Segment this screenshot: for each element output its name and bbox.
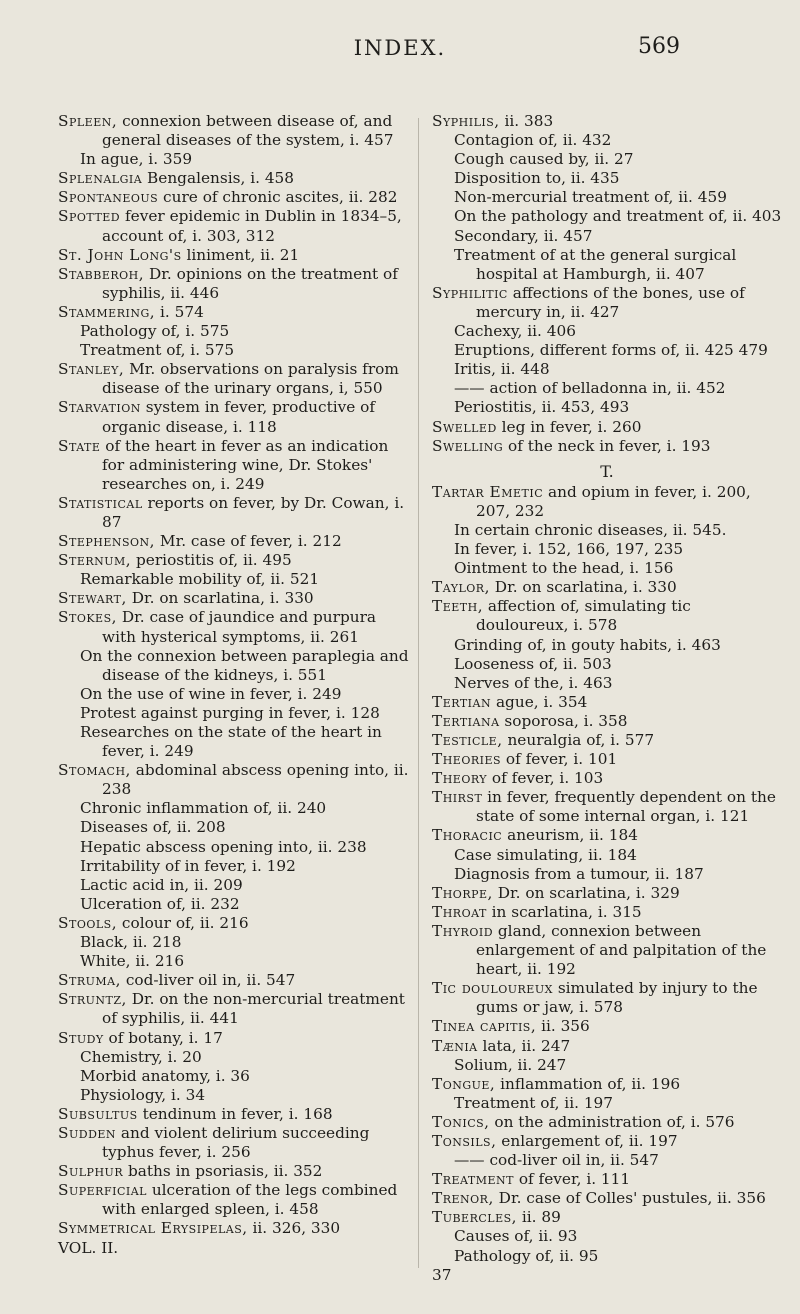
index-text: Diseases of, ii. 208 [80,818,226,837]
index-term: Tonsils, [432,1131,497,1150]
index-text: ague, i. 354 [491,692,588,711]
index-text: Dr. on the non-mercurial treatment of syphilis, ii. 441 [102,990,405,1028]
index-text: cod-liver oil in, ii. 547 [120,971,296,990]
index-subentry [58,1067,410,1086]
index-text: Diagnosis from a tumour, ii. 187 [454,864,704,883]
index-entry [432,1017,782,1036]
index-term: Tubercles, [432,1208,518,1227]
index-term: Stabberoh, [58,264,145,283]
index-text: colour of, ii. 216 [117,913,249,932]
index-subentry [432,674,782,693]
index-subentry [432,846,782,865]
index-subentry [58,1048,410,1067]
index-entry [432,284,782,322]
index-entry [58,914,410,933]
index-text: White, ii. 216 [80,952,185,971]
index-entry [58,532,410,551]
index-text: —— cod-liver oil in, ii. 547 [454,1151,659,1170]
index-term: Swelled [432,417,497,436]
index-term: Sulphur [58,1162,124,1181]
index-entry [432,112,782,131]
index-term: Starvation [58,398,141,417]
index-subentry [58,1086,410,1105]
index-entry [58,112,410,150]
index-text: of the heart in fever as an indication for administering wine, Dr. Stokes' researches on, i. 249 [100,436,389,493]
index-entry [58,551,410,570]
index-entry [58,207,410,245]
index-term: Spleen, [58,112,118,130]
index-text: and opium in fever, i. 200, 207, 232 [476,482,751,520]
index-text: Secondary, ii. 457 [454,226,593,245]
index-subentry [58,838,410,857]
index-entry [432,731,782,750]
index-text: Dr. case of Colles' pustules, ii. 356 [493,1189,766,1208]
index-text: gland, connexion between enlargement of and palpitation of the heart, ii. 192 [476,921,767,979]
index-entry [432,1189,782,1208]
index-term: Tertiana [432,711,500,730]
index-subentry [432,379,782,398]
index-text: lata, ii. 247 [477,1036,571,1055]
index-subentry [432,1151,782,1170]
index-term: Struntz, [58,990,127,1009]
index-term: Syphilis, [432,112,500,130]
index-text: Dr. on scarlatina, i. 330 [489,578,677,597]
index-entry [432,597,782,635]
index-term: Throat [432,902,487,921]
index-text: Solium, ii. 247 [454,1055,567,1074]
index-term: Taylor, [432,578,490,597]
index-term: Struma, [58,971,121,990]
index-term: Stokes, [58,608,117,627]
index-entry [432,903,782,922]
index-term: Tænia [432,1036,478,1055]
index-subentry [58,876,410,895]
index-text: Disposition to, ii. 435 [454,169,620,188]
index-entry [432,437,782,456]
index-text: Grinding of, in gouty habits, i. 463 [454,635,721,654]
index-text: baths in psoriasis, ii. 352 [123,1162,323,1181]
index-text: in fever, frequently dependent on the state of some internal organ, i. 121 [476,788,776,826]
index-text: cure of chronic ascites, ii. 282 [158,188,398,207]
index-text: affection of, simulating tic douloureux, i. 578 [476,597,691,635]
index-entry [58,1105,410,1124]
column-divider [418,118,419,1268]
index-term: Tinea capitis, [432,1017,537,1036]
index-entry [432,712,782,731]
index-term: Stools, [58,913,118,932]
index-term: Treatment [432,1170,514,1189]
index-entry [432,1208,782,1227]
index-subentry [432,655,782,674]
index-text: Mr. case of fever, i. 212 [155,532,342,551]
index-subentry [58,150,410,169]
footer-signature: VOL. II. [58,1238,119,1257]
index-text: Treatment of, i. 575 [80,341,235,360]
index-term: Swelling [432,436,504,455]
index-text: On the pathology and treatment of, ii. 403 [454,207,782,226]
index-term: Spotted [58,207,121,226]
index-entry [58,360,410,398]
index-entry [58,1124,410,1162]
page-number: 569 [638,34,680,59]
index-text: Treatment of, ii. 197 [454,1093,614,1112]
index-text: affections of the bones, use of mercury in, ii. 427 [476,283,745,321]
index-term: Statistical [58,493,143,512]
index-text: —— action of belladonna in, ii. 452 [454,379,726,398]
index-text: On the use of wine in fever, i. 249 [80,684,342,703]
index-text: fever epidemic in Dublin in 1834–5, account of, i. 303, 312 [102,207,402,245]
index-text: Irritability of in fever, i. 192 [80,856,296,875]
index-text: soporosa, i. 358 [499,711,628,730]
index-term: Thorpe, [432,883,493,902]
index-text: Non-mercurial treatment of, ii. 459 [454,188,727,207]
index-text: Researches on the state of the heart in fever, i. 249 [80,723,382,761]
index-entry [58,589,410,608]
index-subentry [432,1056,782,1075]
index-term: Tonics, [432,1112,490,1131]
index-text: of fever, i. 101 [501,750,618,769]
index-text: Cachexy, ii. 406 [454,322,576,341]
index-entry [58,990,410,1028]
index-text: Bengalensis, i. 458 [142,169,295,188]
index-entry [432,1037,782,1056]
index-subentry [432,521,782,540]
index-term: Stephenson, [58,532,156,551]
index-text: Chemistry, i. 20 [80,1047,202,1066]
index-subentry [432,341,782,360]
index-term: Tertian [432,692,492,711]
index-text: of fever, i. 103 [487,769,604,788]
index-text: On the connexion between paraplegia and disease of the kidneys, i. 551 [80,646,409,684]
index-text: Remarkable mobility of, ii. 521 [80,570,320,589]
index-subentry [432,169,782,188]
index-text: Nerves of the, i. 463 [454,673,613,692]
index-text: Dr. case of jaundice and purpura with hysterical symptoms, ii. 261 [102,608,377,646]
index-text: abdominal abscess opening into, ii. 238 [102,761,409,799]
left-column [58,112,410,1258]
index-subentry [58,723,410,761]
index-entry [58,169,410,188]
index-subentry [58,933,410,952]
index-entry [58,1162,410,1181]
index-term: Stammering, [58,302,156,321]
index-subentry [432,865,782,884]
index-subentry [432,1094,782,1113]
index-subentry [432,540,782,559]
index-term: Stanley, [58,360,125,379]
index-subentry [58,322,410,341]
index-text: Treatment of at the general surgical hospital at Hamburgh, ii. 407 [454,245,737,283]
index-subentry [432,150,782,169]
index-term: Thyroid [432,921,494,940]
index-text: neuralgia of, i. 577 [502,731,655,749]
index-term: Spontaneous [58,188,159,207]
index-entry [58,494,410,532]
index-text: ii. 326, 330 [247,1219,341,1238]
index-text: Dr. on scarlatina, i. 330 [126,589,314,608]
index-entry [58,1219,410,1238]
index-text: connexion between disease of, and general diseases of the system, i. 457 [102,112,394,150]
index-term: Subsultus [58,1104,138,1123]
index-text: simulated by injury to the gums or jaw, i. 578 [476,979,758,1017]
index-entry [58,761,410,799]
index-text: Mr. observations on paralysis from disease of the urinary organs, i, 550 [102,360,399,398]
index-text: Hepatic abscess opening into, ii. 238 [80,837,367,856]
index-entry [432,1075,782,1094]
index-text: reports on fever, by Dr. Cowan, i. 87 [102,493,405,531]
index-term: Study [58,1028,104,1047]
index-term: Sudden [58,1123,117,1142]
index-term: Stomach, [58,761,131,780]
index-text: aneurism, ii. 184 [502,826,638,845]
index-text: Cough caused by, ii. 27 [454,150,634,169]
index-text: of botany, i. 17 [103,1028,223,1047]
index-term: Tongue, [432,1074,496,1093]
index-text: ii. 383 [499,112,554,130]
index-term: Theory [432,769,488,788]
index-text: Dr. opinions on the treatment of syphilis, ii. 446 [102,264,398,302]
index-entry [432,884,782,903]
index-text: Pathology of, i. 575 [80,322,230,341]
index-text: Dr. on scarlatina, i. 329 [492,883,680,902]
index-text: ii. 356 [536,1017,590,1036]
index-text: In certain chronic diseases, ii. 545. [454,520,727,539]
index-subentry [432,559,782,578]
index-text: Ointment to the head, i. 156 [454,559,674,578]
index-text: ulceration of the legs combined with enlarged spleen, i. 458 [102,1181,398,1219]
index-entry [58,608,410,646]
index-text: Iritis, ii. 448 [454,360,550,379]
index-subentry [432,360,782,379]
index-term: Tartar Emetic [432,482,544,501]
index-entry [58,246,410,265]
index-term: Sternum, [58,551,132,570]
index-entry [58,1029,410,1048]
index-subentry [432,636,782,655]
index-text: i. 574 [155,302,204,321]
index-subentry [58,857,410,876]
index-text: Contagion of, ii. 432 [454,131,612,150]
index-text: Black, ii. 218 [80,933,182,952]
index-entry [58,398,410,436]
index-entry [432,693,782,712]
index-text: liniment, ii. 21 [181,245,300,264]
index-text: and violent delirium succeeding typhus fever, i. 256 [102,1123,370,1162]
index-text: Pathology of, ii. 95 [454,1246,599,1265]
index-subentry [432,207,782,226]
index-subentry [58,895,410,914]
index-text: of fever, i. 111 [513,1170,631,1189]
index-entry [432,750,782,769]
index-text: Ulceration of, ii. 232 [80,894,240,913]
index-text: Case simulating, ii. 184 [454,845,637,864]
index-entry [432,578,782,597]
index-text: leg in fever, i. 260 [496,417,642,436]
index-term: Thoracic [432,826,503,845]
page-title: INDEX. [353,36,447,60]
index-entry [432,418,782,437]
index-subentry [58,799,410,818]
index-term: Tic douloureux [432,979,553,998]
index-entry [58,437,410,494]
index-subentry [58,647,410,685]
index-text: Looseness of, ii. 503 [454,654,612,673]
index-entry [432,1113,782,1132]
index-subentry [432,188,782,207]
index-term: Theories [432,750,502,769]
index-subentry [432,322,782,341]
index-subentry [432,1227,782,1246]
index-text: in scarlatina, i. 315 [486,902,642,921]
index-text: In ague, i. 359 [80,150,193,169]
index-subentry [432,1247,782,1266]
index-entry [432,826,782,845]
index-term: Teeth, [432,597,484,616]
index-term: Thirst [432,788,483,807]
index-term: State [58,436,101,455]
section-letter: T. [600,461,614,481]
index-text: Eruptions, different forms of, ii. 425 479 [454,341,768,360]
index-entry [58,303,410,322]
index-text: In fever, i. 152, 166, 197, 235 [454,540,684,559]
index-term: Syphilitic [432,283,508,302]
index-text: Morbid anatomy, i. 36 [80,1066,250,1085]
index-text: Protest against purging in fever, i. 128 [80,703,380,722]
right-column [432,112,782,1285]
index-subentry [432,131,782,150]
index-subentry [58,818,410,837]
index-entry [432,769,782,788]
index-entry [432,483,782,521]
index-subentry [432,398,782,417]
index-text: periostitis of, ii. 495 [131,551,292,570]
index-entry [58,971,410,990]
index-entry [432,1132,782,1151]
index-term: Testicle, [432,731,503,749]
index-text: inflammation of, ii. 196 [495,1074,681,1093]
index-term: Superficial [58,1181,147,1200]
index-term: Splenalgia [58,169,143,188]
index-text: Physiology, i. 34 [80,1085,206,1104]
index-subentry [58,341,410,360]
index-text: on the administration of, i. 576 [489,1112,735,1131]
index-term: Trenor, [432,1189,494,1208]
index-entry [432,1170,782,1189]
index-entry [432,922,782,979]
index-term: St. John Long's [58,245,182,264]
index-subentry [58,704,410,723]
index-entry [58,188,410,207]
index-entry [58,265,410,303]
index-term: Symmetrical Erysipelas, [58,1219,248,1238]
index-text: enlargement of, ii. 197 [496,1131,678,1150]
index-text: Lactic acid in, ii. 209 [80,875,243,894]
index-entry [432,979,782,1017]
index-entry [58,1181,410,1219]
index-subentry [432,246,782,284]
index-text: tendinum in fever, i. 168 [137,1104,333,1123]
index-text: Causes of, ii. 93 [454,1227,578,1246]
index-term: Stewart, [58,589,127,608]
index-text: system in fever, productive of organic disease, i. 118 [102,398,376,436]
index-text: Periostitis, ii. 453, 493 [454,398,630,417]
index-entry [432,788,782,826]
index-text: of the neck in fever, i. 193 [503,436,711,455]
index-subentry [432,227,782,246]
index-text: ii. 89 [517,1208,561,1227]
index-subentry [58,952,410,971]
footer-signature: 37 [432,1265,452,1284]
index-subentry [58,570,410,589]
index-text: Chronic inflammation of, ii. 240 [80,799,327,818]
index-subentry [58,685,410,704]
